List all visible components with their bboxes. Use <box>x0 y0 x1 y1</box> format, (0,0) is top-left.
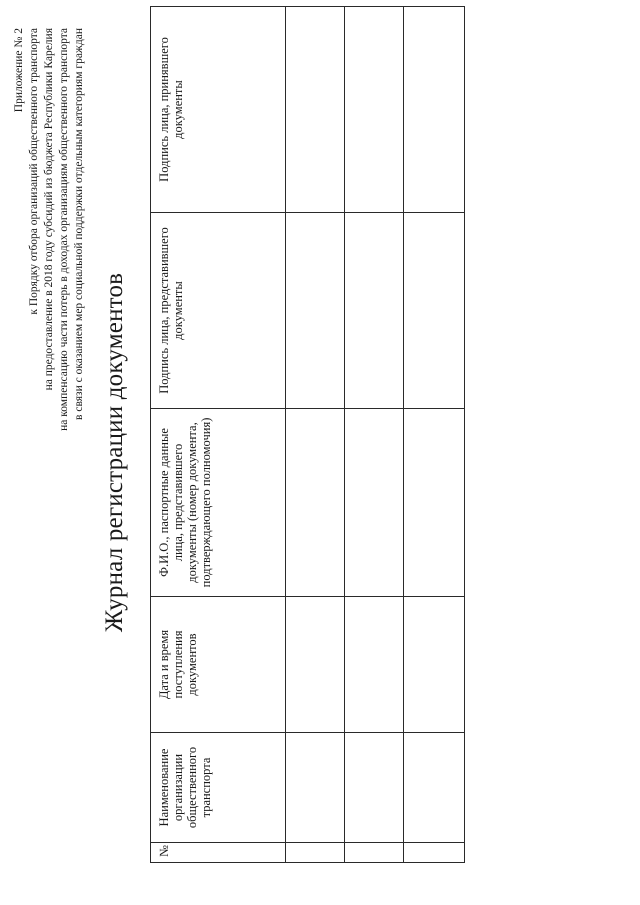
appendix-line-compensation: на компенсацию части потерь в доходах организациям общественного транспорта <box>58 28 70 431</box>
table-cell <box>345 7 404 213</box>
appendix-header <box>12 28 87 788</box>
table-row <box>286 7 345 863</box>
header-submitter-signature: Подпись лица, представившего документы <box>151 213 286 409</box>
table-cell <box>286 597 345 733</box>
registration-table <box>150 6 465 863</box>
table-cell <box>286 7 345 213</box>
table-header-row <box>151 7 286 863</box>
table-cell <box>404 213 465 409</box>
header-organization: Наименование организации общественного транспорта <box>151 733 286 843</box>
table-cell <box>404 843 465 863</box>
table-cell <box>345 213 404 409</box>
header-receiver-signature: Подпись лица, принявшего документы <box>151 7 286 213</box>
table-row <box>345 7 404 863</box>
table-cell <box>404 733 465 843</box>
table-cell <box>345 597 404 733</box>
appendix-line-number: Приложение № 2 <box>13 28 25 113</box>
table-cell <box>286 843 345 863</box>
header-person-details: Ф.И.О., паспортные данные лица, представившего документы (номер документа, подтверждающего полномочия) <box>151 409 286 597</box>
table-cell <box>345 843 404 863</box>
appendix-line-subsidy: на предоставление в 2018 году субсидий из бюджета Республики Карелия <box>43 28 55 391</box>
appendix-line-procedure: к Порядку отбора организаций общественного транспорта <box>28 28 40 315</box>
appendix-line-social-support: в связи с оказанием мер социальной поддержки отдельным категориям граждан <box>73 28 85 420</box>
table-cell <box>404 7 465 213</box>
table-cell <box>286 733 345 843</box>
header-number: № <box>151 843 286 863</box>
table-cell <box>404 409 465 597</box>
table-cell <box>404 597 465 733</box>
table-row <box>404 7 465 863</box>
table-cell <box>345 733 404 843</box>
table-cell <box>345 409 404 597</box>
table-cell <box>286 409 345 597</box>
header-date-time: Дата и время поступления документов <box>151 597 286 733</box>
document-title: Журнал регистрации документов <box>101 272 128 633</box>
table-cell <box>286 213 345 409</box>
